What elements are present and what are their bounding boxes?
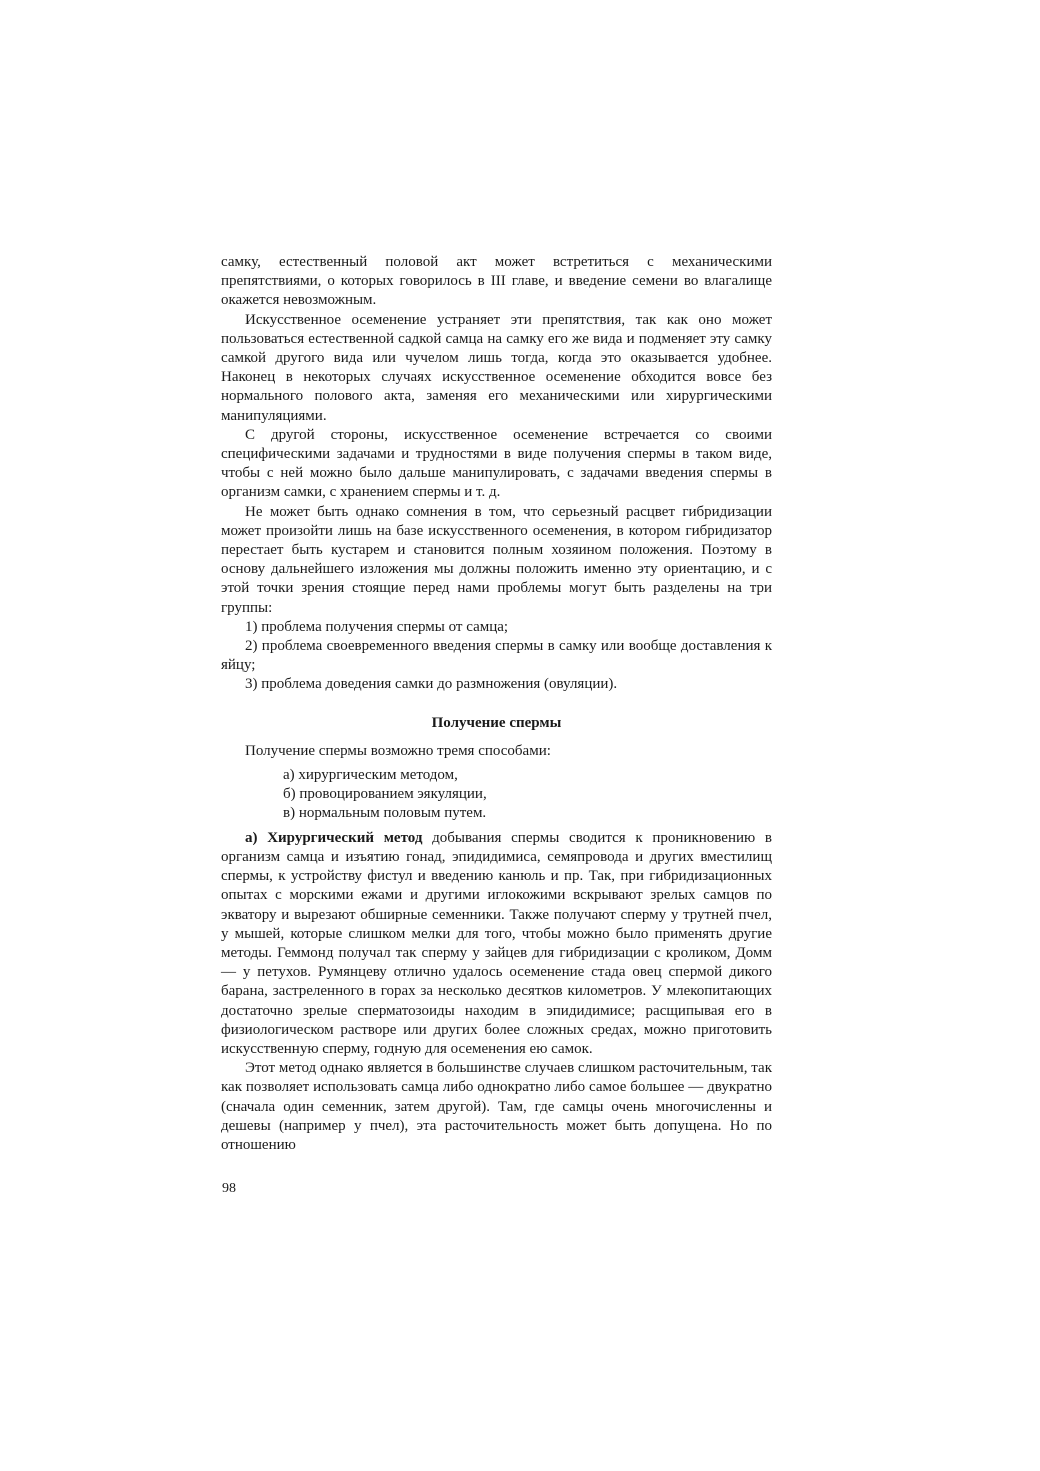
paragraph: Этот метод однако является в большинстве случаев слишком расточительным, так как позволяет использовать самца либо однократно либо самое большее — двукратно (сначала один семенник, затем другой). Там, где самцы очень многочисленны и дешевы (например у пчел), эта расточительность может быть допущена. Но по отношению [221, 1060, 772, 1153]
problem-item: 3) проблема доведения самки до размножения (овуляции). [245, 676, 618, 693]
methods-list [221, 766, 772, 824]
section-heading: Получение спермы [431, 714, 562, 731]
method-item: б) провоцированием эякуляции, [283, 786, 487, 803]
page-body [221, 253, 772, 1155]
page-number: 98 [222, 1181, 236, 1196]
method-item: в) нормальным половым путем. [283, 805, 487, 822]
section-intro: Получение спермы возможно тремя способами: [245, 742, 551, 759]
paragraph: С другой стороны, искусственное осеменение встречается со своими специфическими задачами и трудностями в виде получения спермы в таком виде, чтобы с ней можно было дальше манипулировать, с задачами введения спермы в организм самки, с хранением спермы и т. д. [221, 426, 772, 501]
problem-item: 1) проблема получения спермы от самца; [245, 618, 509, 635]
surgical-method-lead: а) Хирургический метод [245, 829, 423, 846]
problem-item: 2) проблема своевременного введения спермы в самку или вообще доставления к яйцу; [221, 638, 772, 674]
method-item: а) хирургическим методом, [283, 767, 458, 784]
surgical-method-text: добывания спермы сводится к проникновению в организм самца и изъятию гонад, эпидидимиса, семяпровода и других вместилищ спермы, к устройству фистул и введению канюль и пр. Так, при гибридизационных опытах с морскими ежами и другими иглокожими вскрывают зрелых самцов по экватору и вырезают обширные семенники. Также получают сперму у трутней пчел, у мышей, которые слишком мелки для того, чтобы можно было применять другие методы. Геммонд получал так сперму у зайцев для гибридизации с кроликом, Домм — у петухов. Румянцеву отлично удалось осеменение стада овец спермой дикого барана, застреленного в горах за несколько десятков километров. У млекопитающих достаточно зрелые сперматозоиды находим в эпидидимисе; расщипывая его в физиологическом растворе или других более сложных средах, можно приготовить искусственную сперму, годную для осеменения ею самок. [221, 829, 772, 1057]
surgical-method-paragraph [221, 829, 772, 1059]
paragraph: самку, естественный половой акт может встретиться с механическими препятствиями, о которых говорилось в III главе, и введение семени во влагалище окажется невозможным. [221, 254, 772, 309]
paragraph: Не может быть однако сомнения в том, что серьезный расцвет гибридизации может произойти лишь на базе искусственного осеменения, в котором гибридизатор перестает быть кустарем и становится полным хозяином положения. Поэтому в основу дальнейшего изложения мы должны положить именно эту ориентацию, и с этой точки зрения стоящие перед нами проблемы могут быть разделены на три группы: [221, 503, 772, 616]
paragraph: Искусственное осеменение устраняет эти препятствия, так как оно может пользоваться естественной садкой самца на самку его же вида и подменяет эту самку самкой другого вида или чучелом лишь тогда, когда это оказывается удобнее. Наконец в некоторых случаях искусственное осеменение обходится вовсе без нормального полового акта, заменяя его механическими или хирургическими манипуляциями. [221, 311, 772, 424]
